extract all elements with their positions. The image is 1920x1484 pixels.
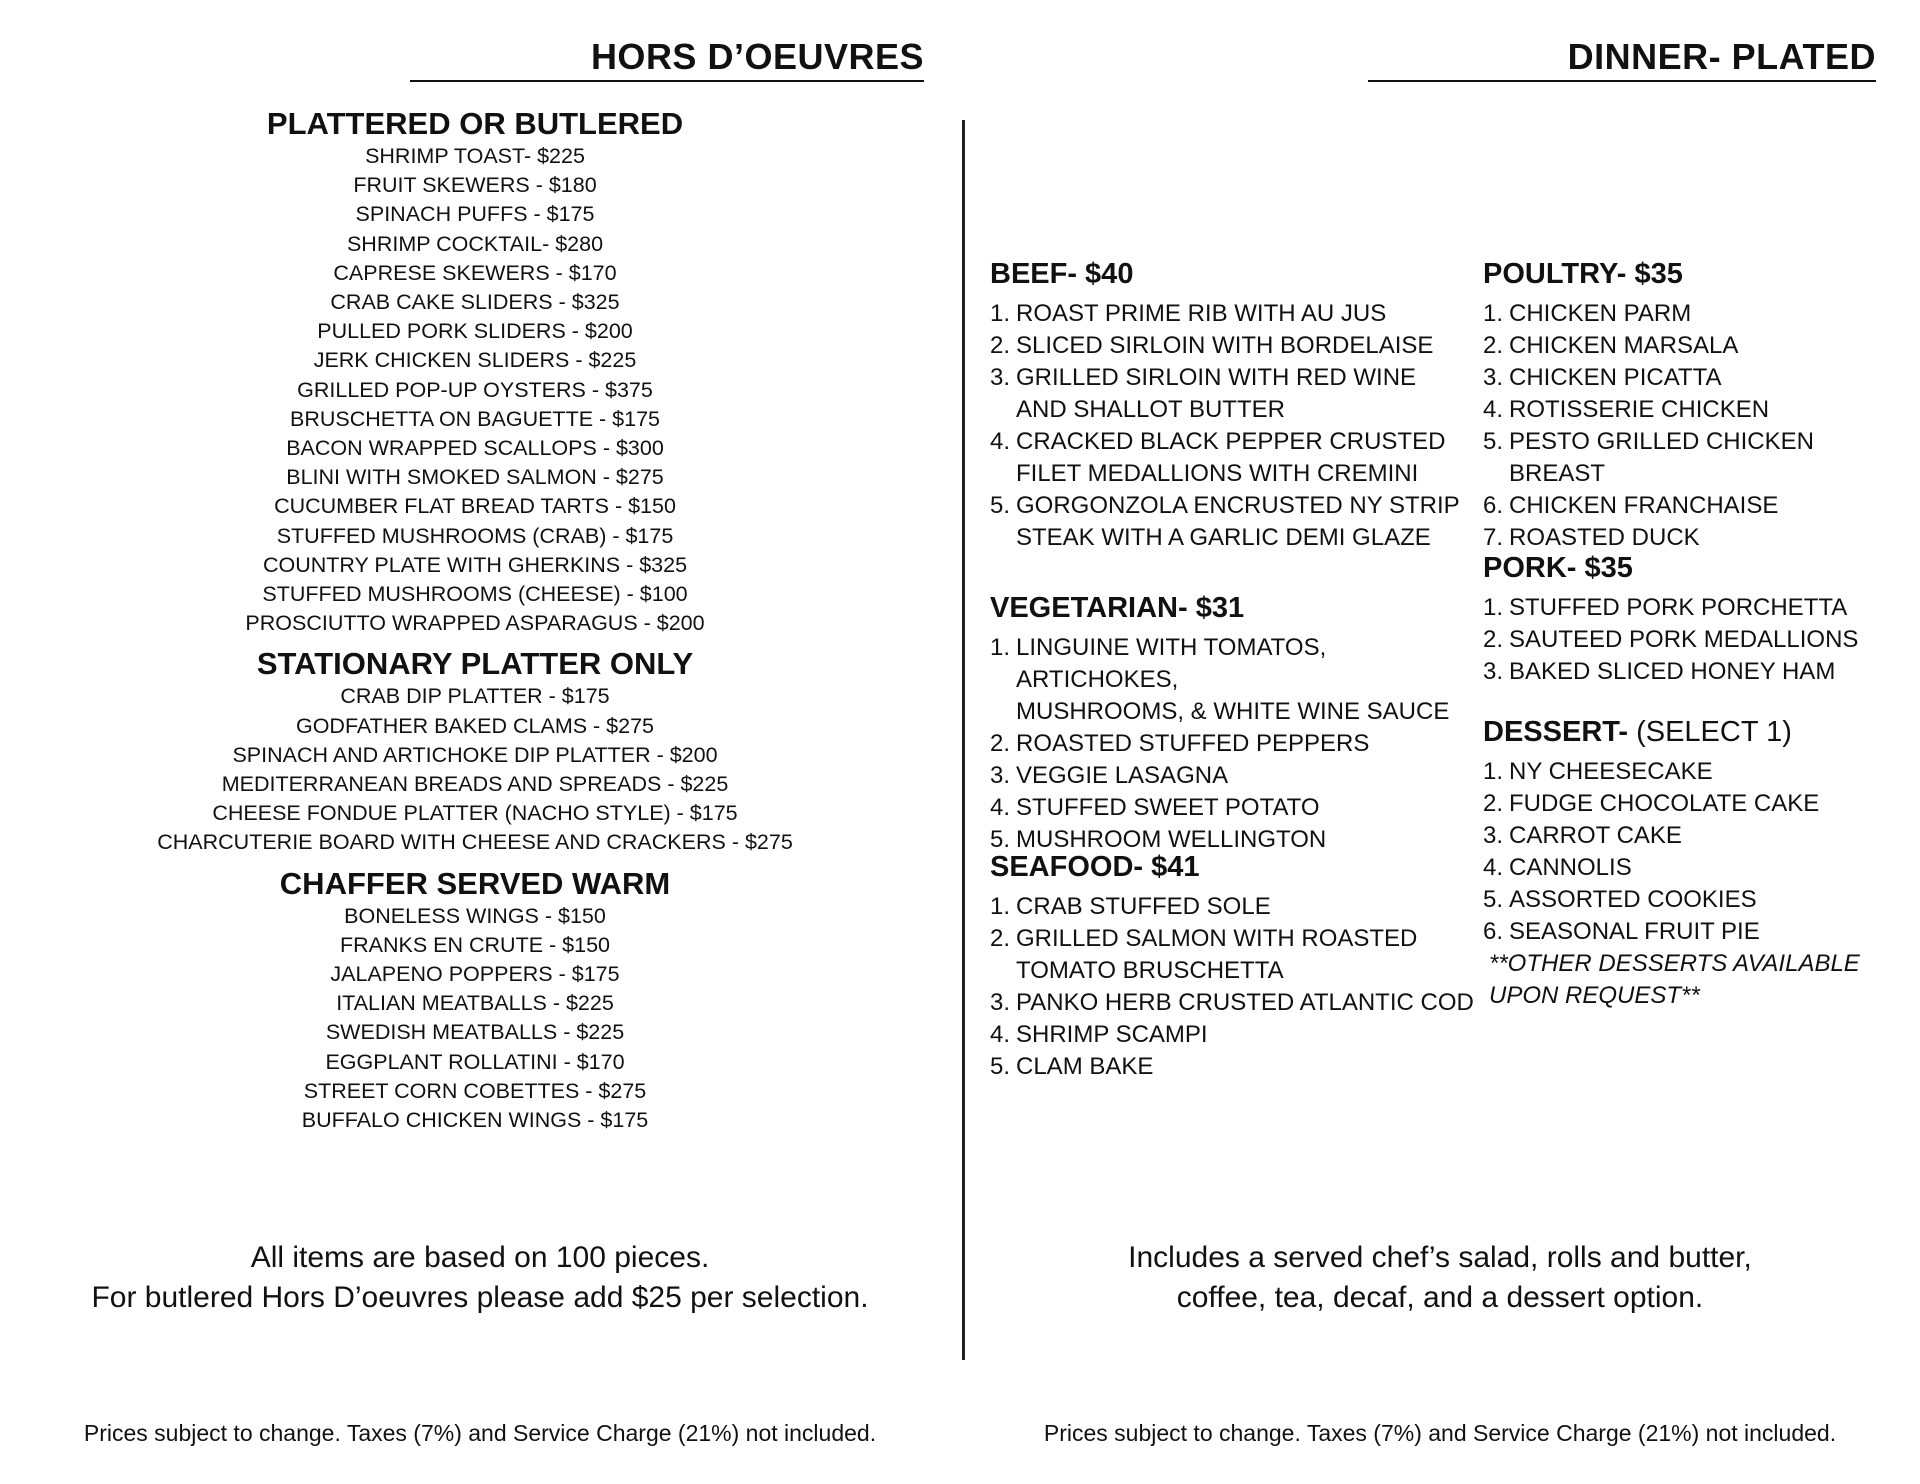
menu-list bbox=[140, 142, 810, 638]
item-text: MUSHROOM WELLINGTON bbox=[1016, 826, 1327, 853]
menu-item bbox=[990, 792, 1490, 824]
item-text: CHICKEN FRANCHAISE bbox=[1509, 492, 1779, 519]
item-text: ASSORTED COOKIES bbox=[1509, 886, 1757, 913]
menu-list bbox=[990, 632, 1490, 856]
menu-item bbox=[990, 1051, 1490, 1083]
dessert-note: **OTHER DESSERTS AVAILABLE UPON REQUEST** bbox=[1489, 950, 1860, 1009]
menu-item: CUCUMBER FLAT BREAD TARTS - $150 bbox=[274, 494, 676, 519]
menu-item bbox=[1483, 884, 1913, 916]
note-line: For butlered Hors D’oeuvres please add $25 per selection. bbox=[91, 1281, 869, 1314]
category-heading: BEEF- $40 bbox=[990, 258, 1134, 290]
item-text: CHICKEN PICATTA bbox=[1509, 364, 1722, 391]
stationary-section bbox=[140, 646, 810, 857]
item-number: 4. bbox=[990, 794, 1011, 821]
item-text: FUDGE CHOCOLATE CAKE bbox=[1509, 790, 1820, 817]
item-number: 7. bbox=[1483, 524, 1504, 551]
menu-item bbox=[1483, 490, 1913, 522]
menu-item bbox=[1483, 852, 1913, 884]
menu-item: JERK CHICKEN SLIDERS - $225 bbox=[313, 348, 637, 373]
menu-item bbox=[1483, 820, 1913, 852]
menu-item: MEDITERRANEAN BREADS AND SPREADS - $225 bbox=[221, 772, 729, 797]
item-number: 4. bbox=[1483, 854, 1504, 881]
dinner-plated-title: DINNER- PLATED bbox=[1368, 36, 1876, 82]
menu-item bbox=[990, 923, 1490, 987]
dinner-note bbox=[1000, 1238, 1880, 1318]
center-divider bbox=[962, 120, 965, 1360]
item-text: PESTO GRILLED CHICKEN BREAST bbox=[1509, 428, 1814, 487]
menu-list bbox=[140, 682, 810, 857]
item-number: 2. bbox=[990, 730, 1011, 757]
seafood-section bbox=[990, 849, 1490, 1083]
footer-disclaimer-right: Prices subject to change. Taxes (7%) and Service Charge (21%) not included. bbox=[1043, 1420, 1837, 1446]
item-number: 1. bbox=[1483, 300, 1504, 327]
footer-disclaimer-left: Prices subject to change. Taxes (7%) and Service Charge (21%) not included. bbox=[83, 1420, 877, 1446]
item-text: CLAM BAKE bbox=[1016, 1053, 1154, 1080]
hors-doeuvres-column bbox=[140, 106, 810, 1143]
menu-item: CHEESE FONDUE PLATTER (NACHO STYLE) - $175 bbox=[212, 801, 738, 826]
hors-doeuvres-title: HORS D’OEUVRES bbox=[410, 36, 924, 82]
item-number: 3. bbox=[990, 364, 1011, 391]
menu-item: FRUIT SKEWERS - $180 bbox=[353, 173, 597, 198]
menu-item bbox=[1483, 788, 1913, 820]
menu-item: EGGPLANT ROLLATINI - $170 bbox=[325, 1049, 625, 1074]
item-text: PANKO HERB CRUSTED ATLANTIC COD bbox=[1016, 989, 1474, 1016]
item-number: 6. bbox=[1483, 492, 1504, 519]
hors-doeuvres-note bbox=[40, 1238, 920, 1318]
menu-item: GODFATHER BAKED CLAMS - $275 bbox=[295, 713, 655, 738]
category-heading: PORK- $35 bbox=[1483, 552, 1633, 584]
item-number: 3. bbox=[1483, 658, 1504, 685]
item-text: BAKED SLICED HONEY HAM bbox=[1509, 658, 1836, 685]
menu-item bbox=[990, 426, 1490, 490]
menu-item: CAPRESE SKEWERS - $170 bbox=[333, 260, 617, 285]
menu-item: CHARCUTERIE BOARD WITH CHEESE AND CRACKERS - $275 bbox=[157, 830, 793, 855]
item-number: 3. bbox=[990, 762, 1011, 789]
category-heading: POULTRY- $35 bbox=[1483, 258, 1683, 290]
item-text: GRILLED SIRLOIN WITH RED WINE AND SHALLOT BUTTER bbox=[1016, 364, 1417, 423]
item-text: CRACKED BLACK PEPPER CRUSTED FILET MEDALLIONS WITH CREMINI bbox=[1016, 428, 1446, 487]
poultry-section bbox=[1483, 256, 1913, 554]
item-text: STUFFED SWEET POTATO bbox=[1016, 794, 1320, 821]
menu-item bbox=[1483, 624, 1913, 656]
item-number: 6. bbox=[1483, 918, 1504, 945]
item-number: 1. bbox=[1483, 594, 1504, 621]
item-number: 1. bbox=[990, 893, 1011, 920]
item-text: ROTISSERIE CHICKEN bbox=[1509, 396, 1770, 423]
menu-item: SWEDISH MEATBALLS - $225 bbox=[325, 1020, 625, 1045]
menu-list bbox=[1483, 592, 1913, 688]
menu-item: BONELESS WINGS - $150 bbox=[344, 903, 606, 928]
item-text: CARROT CAKE bbox=[1509, 822, 1682, 849]
note-line: Includes a served chef’s salad, rolls and butter, bbox=[1128, 1241, 1752, 1274]
menu-item: SPINACH PUFFS - $175 bbox=[355, 202, 595, 227]
item-text: ROAST PRIME RIB WITH AU JUS bbox=[1016, 300, 1387, 327]
menu-item: BUFFALO CHICKEN WINGS - $175 bbox=[301, 1108, 649, 1133]
item-number: 5. bbox=[990, 492, 1011, 519]
menu-item: STREET CORN COBETTES - $275 bbox=[303, 1078, 647, 1103]
dessert-section bbox=[1483, 714, 1913, 1012]
menu-item bbox=[1483, 330, 1913, 362]
menu-item bbox=[1483, 916, 1913, 948]
menu-item: PROSCIUTTO WRAPPED ASPARAGUS - $200 bbox=[245, 611, 705, 636]
item-text: SAUTEED PORK MEDALLIONS bbox=[1509, 626, 1859, 653]
menu-item bbox=[990, 298, 1490, 330]
category-heading: VEGETARIAN- $31 bbox=[990, 592, 1245, 624]
dessert-subheading: (SELECT 1) bbox=[1628, 716, 1792, 748]
item-text: VEGGIE LASAGNA bbox=[1016, 762, 1229, 789]
dessert-heading: DESSERT- bbox=[1483, 716, 1629, 748]
item-text: STUFFED PORK PORCHETTA bbox=[1509, 594, 1848, 621]
item-number: 3. bbox=[1483, 822, 1504, 849]
menu-item: BRUSCHETTA ON BAGUETTE - $175 bbox=[290, 406, 660, 431]
menu-item bbox=[1483, 298, 1913, 330]
menu-item: STUFFED MUSHROOMS (CRAB) - $175 bbox=[276, 523, 674, 548]
menu-item bbox=[1483, 592, 1913, 624]
item-text: CANNOLIS bbox=[1509, 854, 1632, 881]
menu-item bbox=[990, 490, 1490, 554]
item-number: 3. bbox=[990, 989, 1011, 1016]
menu-item: STUFFED MUSHROOMS (CHEESE) - $100 bbox=[262, 582, 688, 607]
menu-item bbox=[990, 891, 1490, 923]
item-number: 3. bbox=[1483, 364, 1504, 391]
item-number: 1. bbox=[990, 300, 1011, 327]
item-text: SHRIMP SCAMPI bbox=[1016, 1021, 1208, 1048]
item-number: 1. bbox=[990, 634, 1011, 661]
menu-item: JALAPENO POPPERS - $175 bbox=[330, 962, 620, 987]
menu-item: GRILLED POP-UP OYSTERS - $375 bbox=[297, 377, 653, 402]
menu-item bbox=[990, 632, 1490, 728]
section-heading: PLATTERED OR BUTLERED bbox=[266, 106, 684, 141]
item-text: LINGUINE WITH TOMATOS, ARTICHOKES, MUSHROOMS, & WHITE WINE SAUCE bbox=[1016, 634, 1450, 725]
menu-list bbox=[1483, 298, 1913, 554]
plattered-section bbox=[140, 106, 810, 638]
menu-item: ITALIAN MEATBALLS - $225 bbox=[336, 991, 614, 1016]
menu-item bbox=[990, 1019, 1490, 1051]
menu-item: BACON WRAPPED SCALLOPS - $300 bbox=[286, 436, 664, 461]
menu-item bbox=[990, 330, 1490, 362]
item-number: 5. bbox=[990, 1053, 1011, 1080]
item-text: ROASTED STUFFED PEPPERS bbox=[1016, 730, 1370, 757]
section-heading: STATIONARY PLATTER ONLY bbox=[256, 646, 694, 682]
item-text: SEASONAL FRUIT PIE bbox=[1509, 918, 1760, 945]
item-number: 4. bbox=[1483, 396, 1504, 423]
menu-item: COUNTRY PLATE WITH GHERKINS - $325 bbox=[262, 552, 688, 577]
menu-item bbox=[990, 760, 1490, 792]
menu-item bbox=[990, 728, 1490, 760]
menu-list bbox=[990, 891, 1490, 1083]
item-number: 2. bbox=[990, 332, 1011, 359]
item-text: SLICED SIRLOIN WITH BORDELAISE bbox=[1016, 332, 1434, 359]
menu-list bbox=[140, 902, 810, 1136]
menu-item: PULLED PORK SLIDERS - $200 bbox=[317, 319, 633, 344]
item-text: GORGONZOLA ENCRUSTED NY STRIP STEAK WITH A GARLIC DEMI GLAZE bbox=[1016, 492, 1460, 551]
menu-item bbox=[1483, 756, 1913, 788]
menu-item: CRAB DIP PLATTER - $175 bbox=[340, 684, 610, 709]
menu-item: SHRIMP COCKTAIL- $280 bbox=[346, 231, 604, 256]
item-text: ROASTED DUCK bbox=[1509, 524, 1700, 551]
menu-item bbox=[990, 362, 1490, 426]
menu-item: FRANKS EN CRUTE - $150 bbox=[339, 932, 610, 957]
item-text: GRILLED SALMON WITH ROASTED TOMATO BRUSCHETTA bbox=[1016, 925, 1418, 984]
note-line: coffee, tea, decaf, and a dessert option. bbox=[1176, 1281, 1704, 1314]
menu-item bbox=[1483, 656, 1913, 688]
item-text: CHICKEN PARM bbox=[1509, 300, 1692, 327]
menu-item: SPINACH AND ARTICHOKE DIP PLATTER - $200 bbox=[232, 742, 718, 767]
item-number: 2. bbox=[1483, 332, 1504, 359]
vegetarian-section bbox=[990, 590, 1490, 856]
menu-item bbox=[1483, 362, 1913, 394]
menu-item: BLINI WITH SMOKED SALMON - $275 bbox=[286, 465, 664, 490]
chaffer-section bbox=[140, 866, 810, 1136]
pork-section bbox=[1483, 550, 1913, 688]
item-number: 5. bbox=[1483, 886, 1504, 913]
item-number: 2. bbox=[1483, 790, 1504, 817]
menu-item: SHRIMP TOAST- $225 bbox=[365, 144, 585, 168]
menu-list bbox=[990, 298, 1490, 554]
menu-item bbox=[1483, 394, 1913, 426]
item-number: 2. bbox=[990, 925, 1011, 952]
item-number: 2. bbox=[1483, 626, 1504, 653]
menu-item: CRAB CAKE SLIDERS - $325 bbox=[330, 290, 620, 315]
item-text: CHICKEN MARSALA bbox=[1509, 332, 1739, 359]
category-heading bbox=[1483, 714, 1913, 750]
note-line: All items are based on 100 pieces. bbox=[250, 1241, 710, 1274]
item-number: 5. bbox=[990, 826, 1011, 853]
menu-item bbox=[1483, 426, 1913, 490]
category-heading: SEAFOOD- $41 bbox=[990, 851, 1200, 883]
item-number: 4. bbox=[990, 1021, 1011, 1048]
section-heading: CHAFFER SERVED WARM bbox=[279, 865, 671, 901]
menu-item bbox=[990, 987, 1490, 1019]
item-text: CRAB STUFFED SOLE bbox=[1016, 893, 1271, 920]
beef-section bbox=[990, 256, 1490, 554]
menu-list bbox=[1483, 756, 1913, 948]
item-number: 5. bbox=[1483, 428, 1504, 455]
item-text: NY CHEESECAKE bbox=[1509, 758, 1713, 785]
item-number: 4. bbox=[990, 428, 1011, 455]
item-number: 1. bbox=[1483, 758, 1504, 785]
